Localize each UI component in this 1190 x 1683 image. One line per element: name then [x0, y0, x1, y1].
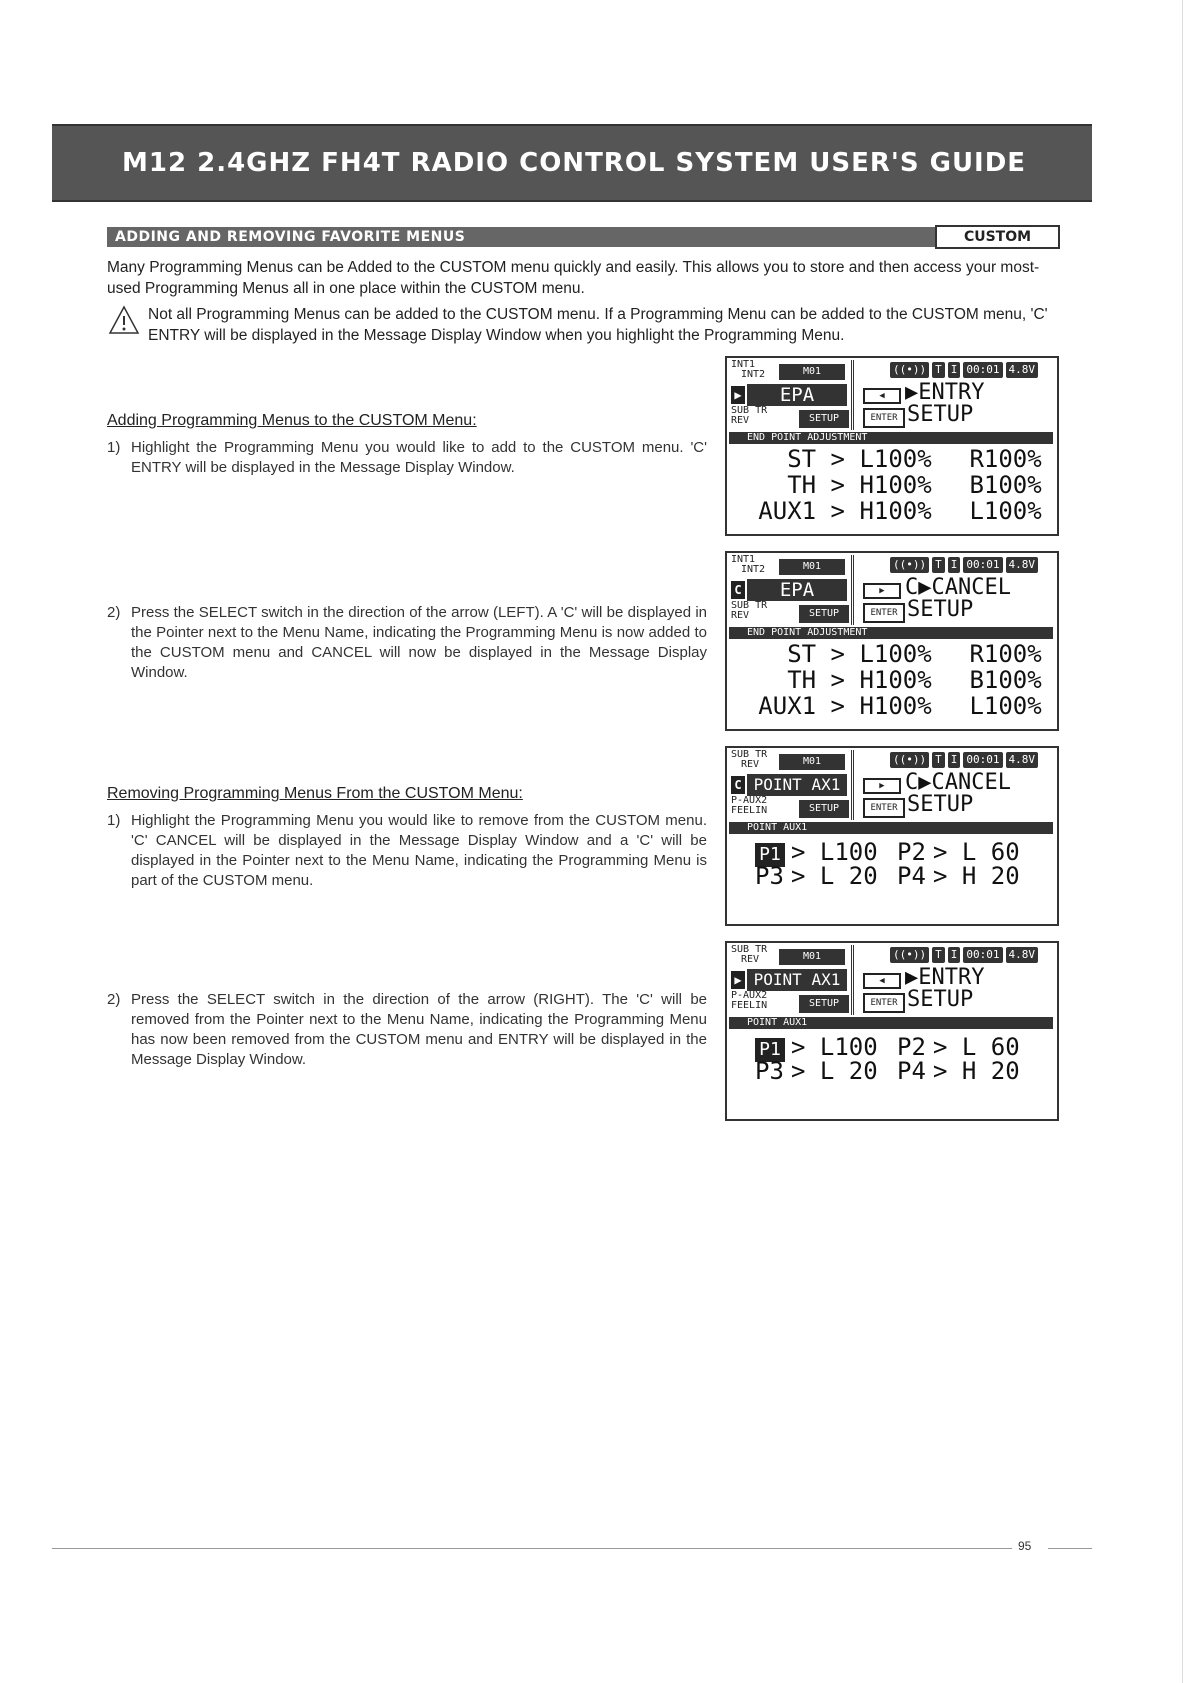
point-value: > L 60 [933, 838, 1020, 866]
lcd-screen-entry-epa [725, 356, 1059, 536]
lcd-value-row [727, 693, 1053, 719]
point-value: > L 20 [791, 862, 878, 890]
point-label: P4 [897, 1057, 926, 1085]
adding-heading: Adding Programming Menus to the CUSTOM Menu: [107, 412, 477, 429]
battery-voltage: 4.8V [1006, 947, 1039, 963]
signal-icon: ((•)) [890, 362, 929, 378]
lcd-setup-tab: SETUP [799, 410, 849, 428]
value-1: L100% [859, 640, 932, 668]
timer-readout: 00:01 [963, 752, 1002, 768]
removing-step-1 [107, 811, 707, 891]
page-number: 95 [1018, 1539, 1032, 1553]
lcd-pointer: ▶ [731, 971, 745, 989]
point-label: P3 [755, 862, 784, 890]
step-number: 2) [107, 604, 121, 621]
battery-voltage: 4.8V [1006, 557, 1039, 573]
lcd-setup-label: SETUP [907, 597, 974, 622]
lcd-prev-menu-1: P-AUX2 [731, 795, 768, 806]
info-icon: I [948, 947, 961, 963]
warning-note: Not all Programming Menus can be added to the CUSTOM menu. If a Programming Menu can be added to the CUSTOM menu, 'C' ENTRY will be displayed in the Message Display Window when you highlight the Programming Menu. [148, 306, 1048, 344]
lcd-subtitle: POINT AUX1 [729, 1017, 1053, 1029]
lcd-menu-panel [729, 360, 854, 430]
lcd-value-row [727, 667, 1053, 693]
value-2: B100% [969, 666, 1042, 694]
lcd-status-bar [887, 362, 1038, 378]
lcd-mode-2: INT2 [741, 564, 766, 575]
lcd-prev-menu-2: REV [731, 610, 750, 621]
lcd-setup-tab: SETUP [799, 800, 849, 818]
step-text: Press the SELECT switch in the direction of the arrow (LEFT). A 'C' will be displayed in the Pointer next to the Menu Name, indicating the Programming Menu is now added to the CUSTOM menu and CANCEL will now be displayed in the Message Display Window. [131, 604, 707, 681]
lcd-subtitle: POINT AUX1 [729, 822, 1053, 834]
lcd-value-row [727, 446, 1053, 472]
lcd-prev-menu-2: FEELIN [731, 1000, 768, 1011]
lcd-point-rows [727, 1035, 1053, 1083]
point-value: > L 20 [791, 1057, 878, 1085]
timer-readout: 00:01 [963, 362, 1002, 378]
signal-icon: ((•)) [890, 557, 929, 573]
adding-step-2 [107, 603, 707, 683]
lcd-message: C▶CANCEL [905, 575, 1011, 600]
step-number: 1) [107, 812, 121, 829]
lcd-mode-1: INT1 [731, 554, 756, 565]
custom-menu-tag: CUSTOM [935, 225, 1060, 249]
lcd-mode-2: REV [741, 759, 760, 770]
value-2: R100% [969, 640, 1042, 668]
warning-icon [108, 305, 140, 335]
lcd-model-number: M01 [779, 754, 845, 770]
lcd-menu-panel [729, 555, 854, 625]
lcd-pointer: C [731, 581, 745, 599]
lcd-model-number: M01 [779, 364, 845, 380]
value-1: H100% [859, 497, 932, 525]
select-arrow-icon: ◀ [863, 388, 901, 404]
trim-icon: T [932, 947, 945, 963]
channel-label: TH > [787, 471, 845, 499]
step-number: 2) [107, 991, 121, 1008]
point-value: > L 60 [933, 1033, 1020, 1061]
lcd-value-row [727, 641, 1053, 667]
lcd-model-number: M01 [779, 949, 845, 965]
info-icon: I [948, 362, 961, 378]
lcd-message: C▶CANCEL [905, 770, 1011, 795]
value-2: L100% [969, 497, 1042, 525]
enter-key-icon: ENTER [863, 993, 905, 1013]
lcd-setup-tab: SETUP [799, 995, 849, 1013]
lcd-prev-menu-2: FEELIN [731, 805, 768, 816]
lcd-subtitle: END POINT ADJUSTMENT [729, 432, 1053, 444]
lcd-point-row [727, 840, 1053, 864]
lcd-setup-label: SETUP [907, 402, 974, 427]
lcd-setup-tab: SETUP [799, 605, 849, 623]
lcd-screen-cancel-epa [725, 551, 1059, 731]
info-icon: I [948, 752, 961, 768]
removing-heading: Removing Programming Menus From the CUSTOM Menu: [107, 785, 523, 802]
step-text: Press the SELECT switch in the direction of the arrow (RIGHT). The 'C' will be removed from the Pointer next to the Menu Name, indicating the Programming Menu has now been removed from the CUSTOM menu and ENTRY will be displayed in the Message Display Window. [131, 991, 707, 1068]
step-number: 1) [107, 439, 121, 456]
trim-icon: T [932, 362, 945, 378]
lcd-menu-panel [729, 945, 854, 1015]
lcd-status-bar [887, 557, 1038, 573]
lcd-status-bar [887, 752, 1038, 768]
lcd-pointer: C [731, 776, 745, 794]
point-value: > L100 [791, 1033, 878, 1061]
enter-key-icon: ENTER [863, 798, 905, 818]
lcd-prev-menu-2: REV [731, 415, 750, 426]
lcd-subtitle: END POINT ADJUSTMENT [729, 627, 1053, 639]
channel-label: ST > [787, 640, 845, 668]
value-1: H100% [859, 692, 932, 720]
footer-rule [52, 1548, 1012, 1549]
channel-label: TH > [787, 666, 845, 694]
value-1: H100% [859, 666, 932, 694]
value-1: L100% [859, 445, 932, 473]
lcd-menu-name: POINT AX1 [747, 774, 847, 796]
lcd-setup-label: SETUP [907, 987, 974, 1012]
removing-step-2 [107, 990, 707, 1070]
lcd-menu-name: EPA [747, 384, 847, 406]
lcd-point-row [727, 1059, 1053, 1083]
battery-voltage: 4.8V [1006, 362, 1039, 378]
guide-title-banner: M12 2.4GHZ FH4T RADIO CONTROL SYSTEM USER'S GUIDE [52, 124, 1092, 202]
point-value: > L100 [791, 838, 878, 866]
battery-voltage: 4.8V [1006, 752, 1039, 768]
lcd-point-rows [727, 840, 1053, 888]
point-label: P4 [897, 862, 926, 890]
lcd-screen-cancel-point [725, 746, 1059, 926]
lcd-setup-label: SETUP [907, 792, 974, 817]
point-value: > H 20 [933, 1057, 1020, 1085]
lcd-message: ▶ENTRY [905, 380, 985, 405]
lcd-mode-1: SUB TR [731, 749, 768, 760]
lcd-point-row [727, 1035, 1053, 1059]
lcd-mode-1: INT1 [731, 359, 756, 370]
lcd-prev-menu-1: SUB TR [731, 600, 768, 611]
point-label-selected: P1 [755, 843, 785, 867]
point-value: > H 20 [933, 862, 1020, 890]
lcd-point-row [727, 864, 1053, 888]
section-title: ADDING AND REMOVING FAVORITE MENUS [107, 227, 935, 247]
step-text: Highlight the Programming Menu you would like to add to the CUSTOM menu. 'C' ENTRY will be displayed in the Message Display Window. [131, 439, 707, 476]
lcd-model-number: M01 [779, 559, 845, 575]
channel-label: ST > [787, 445, 845, 473]
select-arrow-icon: ▶ [863, 778, 901, 794]
step-text: Highlight the Programming Menu you would like to remove from the CUSTOM menu. 'C' CANCEL will be displayed in the Message Display Window and a 'C' will be displayed in the Pointer next to the Menu Name, indicating the Programming Menu is part of the CUSTOM menu. [131, 812, 707, 889]
select-arrow-icon: ▶ [863, 583, 901, 599]
channel-label: AUX1 > [758, 497, 845, 525]
footer-rule-right [1048, 1548, 1092, 1549]
info-icon: I [948, 557, 961, 573]
lcd-pointer: ▶ [731, 386, 745, 404]
lcd-menu-name: POINT AX1 [747, 969, 847, 991]
lcd-mode-2: REV [741, 954, 760, 965]
lcd-value-rows [727, 641, 1053, 719]
signal-icon: ((•)) [890, 752, 929, 768]
value-1: H100% [859, 471, 932, 499]
trim-icon: T [932, 752, 945, 768]
intro-paragraph: Many Programming Menus can be Added to the CUSTOM menu quickly and easily. This allows you to store and then access your most-used Programming Menus all in one place within the CUSTOM menu. [107, 259, 1040, 297]
point-label: P2 [897, 1033, 926, 1061]
point-label: P3 [755, 1057, 784, 1085]
value-2: B100% [969, 471, 1042, 499]
lcd-menu-panel [729, 750, 854, 820]
signal-icon: ((•)) [890, 947, 929, 963]
lcd-menu-name: EPA [747, 579, 847, 601]
channel-label: AUX1 > [758, 692, 845, 720]
value-2: L100% [969, 692, 1042, 720]
timer-readout: 00:01 [963, 947, 1002, 963]
timer-readout: 00:01 [963, 557, 1002, 573]
lcd-screen-entry-point [725, 941, 1059, 1121]
adding-step-1 [107, 438, 707, 478]
lcd-status-bar [887, 947, 1038, 963]
enter-key-icon: ENTER [863, 408, 905, 428]
lcd-value-row [727, 472, 1053, 498]
trim-icon: T [932, 557, 945, 573]
lcd-value-rows [727, 446, 1053, 524]
lcd-value-row [727, 498, 1053, 524]
lcd-prev-menu-1: P-AUX2 [731, 990, 768, 1001]
point-label-selected: P1 [755, 1038, 785, 1062]
page-edge-mark [1182, 0, 1183, 1683]
enter-key-icon: ENTER [863, 603, 905, 623]
select-arrow-icon: ◀ [863, 973, 901, 989]
lcd-message: ▶ENTRY [905, 965, 985, 990]
lcd-mode-2: INT2 [741, 369, 766, 380]
point-label: P2 [897, 838, 926, 866]
value-2: R100% [969, 445, 1042, 473]
lcd-mode-1: SUB TR [731, 944, 768, 955]
lcd-prev-menu-1: SUB TR [731, 405, 768, 416]
